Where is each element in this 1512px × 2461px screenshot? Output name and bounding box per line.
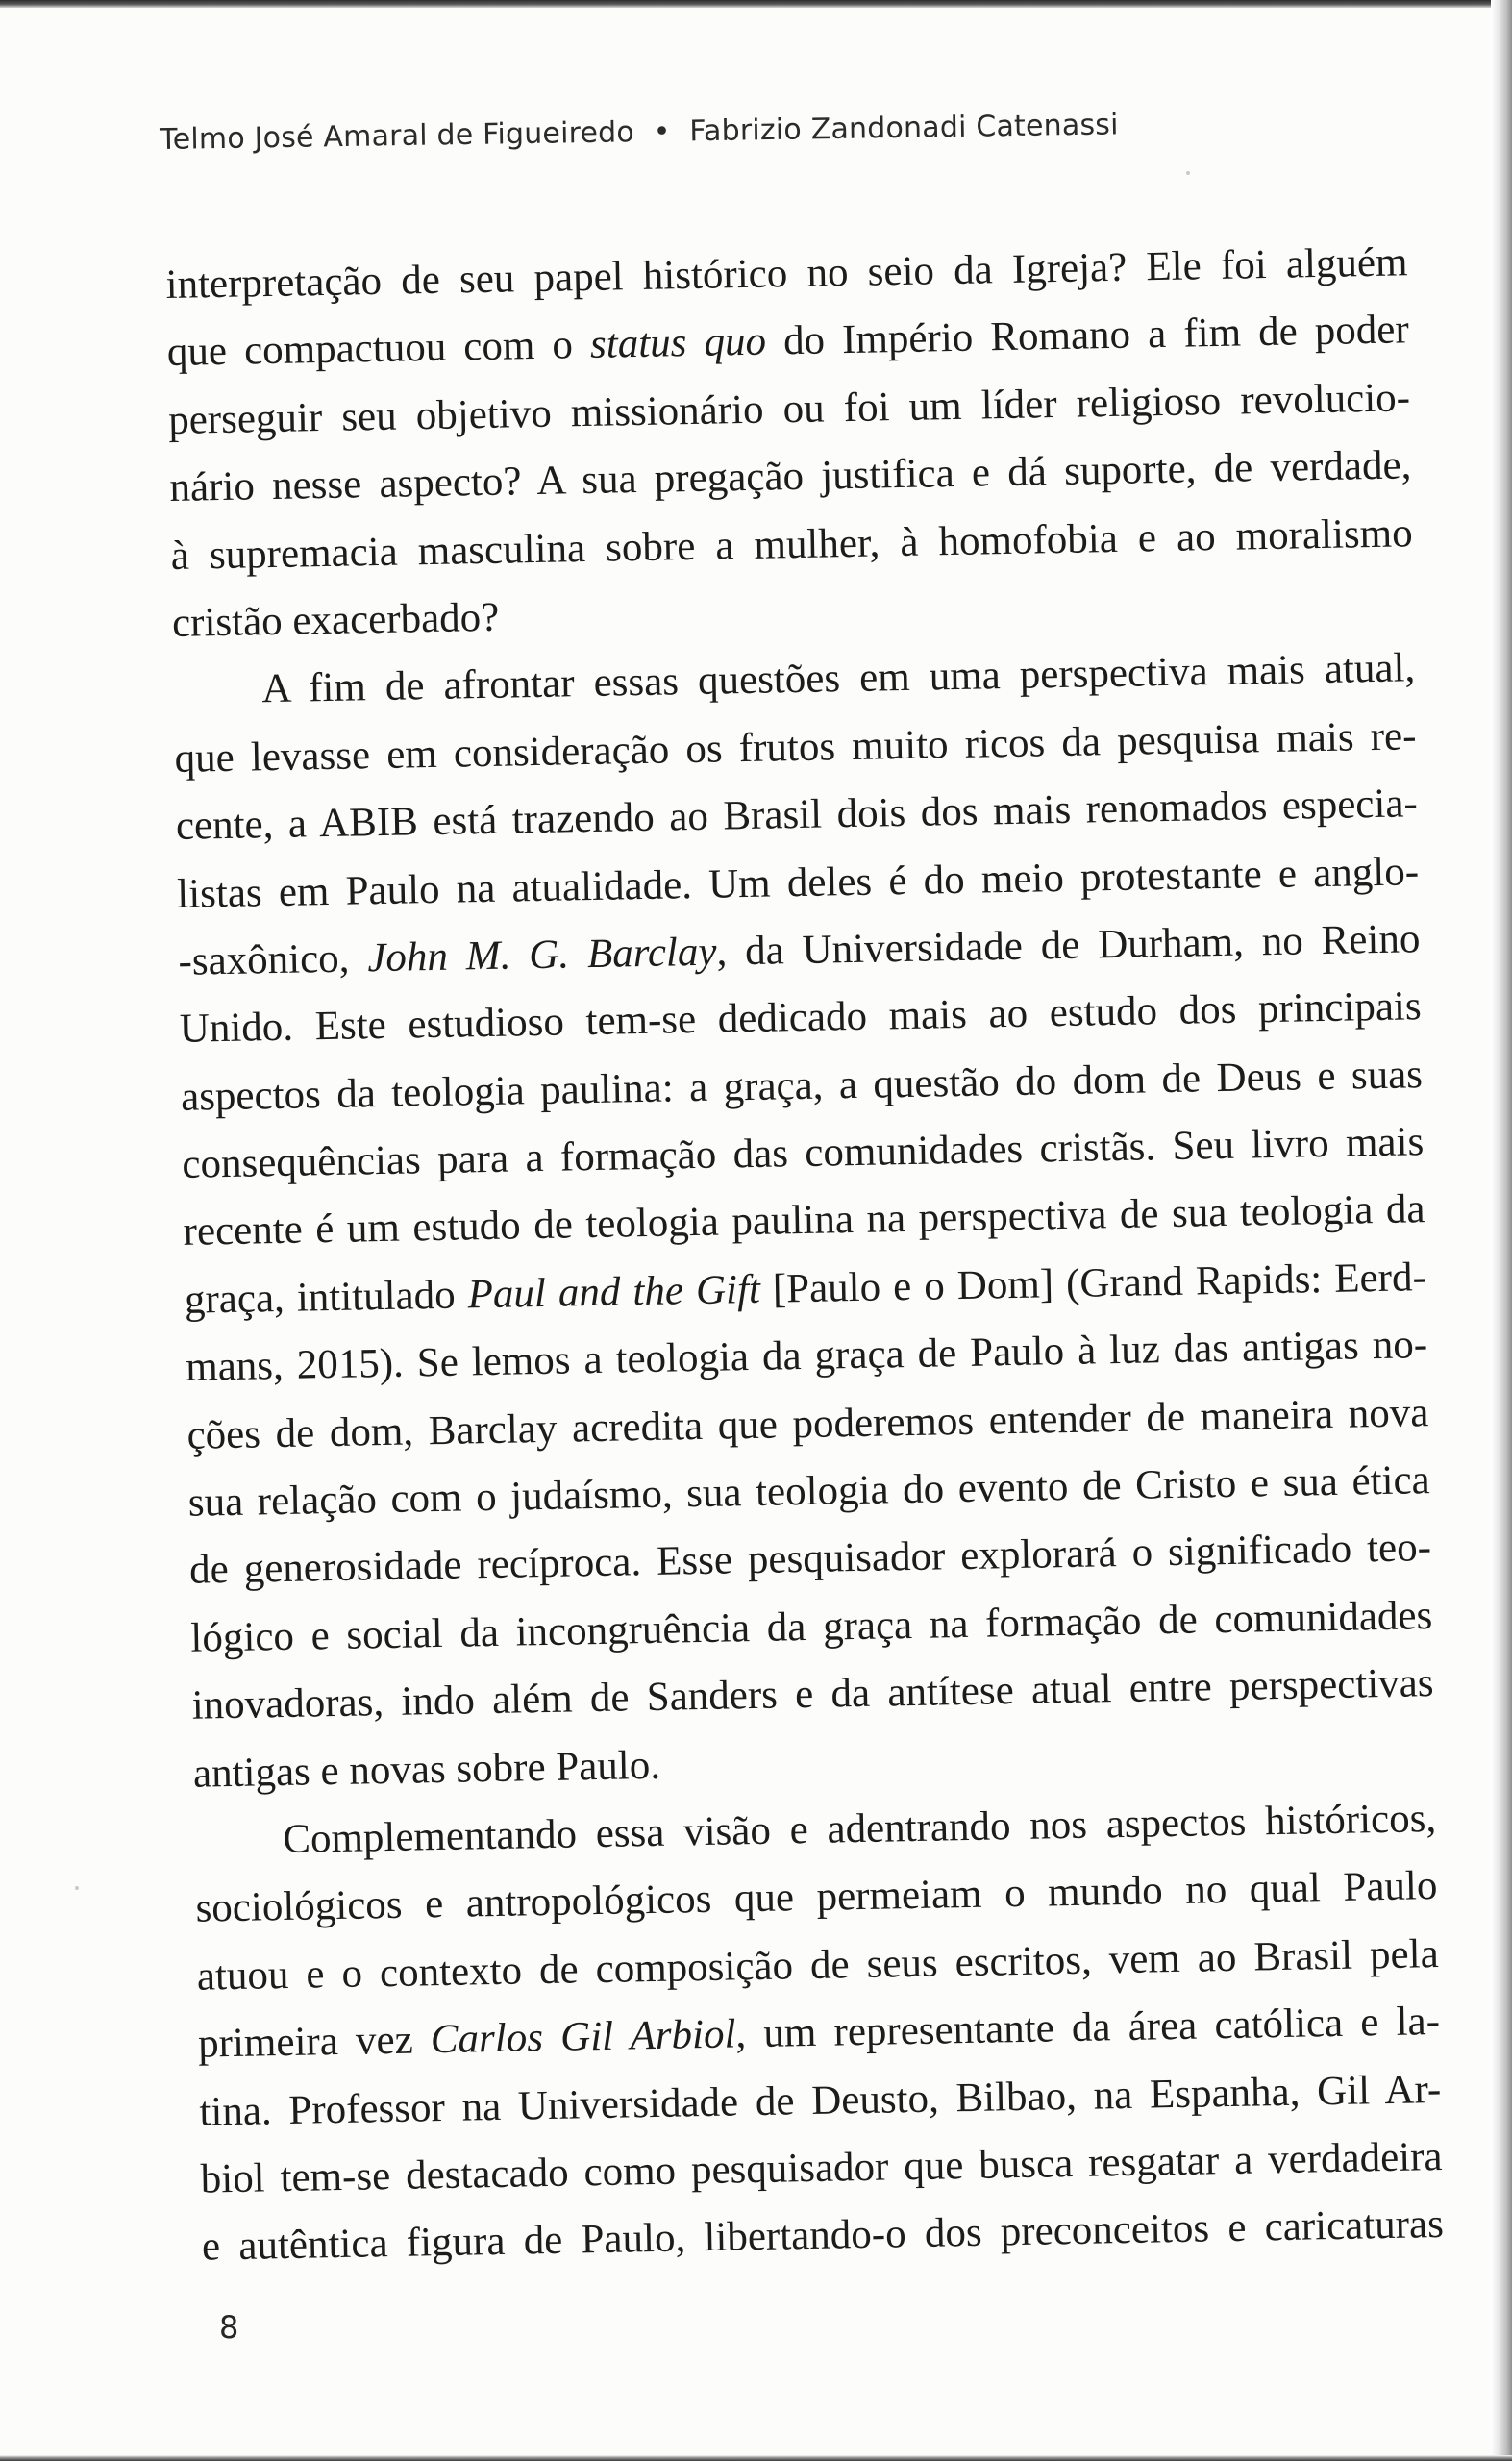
text-segment: Unido. Este estudioso tem-se dedicado mais ao estudo dos principais <box>179 983 1423 1053</box>
text-segment: à supremacia masculina sobre a mulher, à homofobia e ao moralismo <box>170 510 1414 579</box>
text-segment: inovadoras, indo além de Sanders e da antítese atual entre perspectivas <box>191 1660 1434 1728</box>
text-segment: , da Universidade de Durham, no Reino <box>716 916 1421 975</box>
text-segment: consequências para a formação das comunidades cristãs. Seu livro mais <box>181 1119 1425 1187</box>
text-segment: , um representante da área católica e la- <box>734 1999 1441 2057</box>
scan-speck <box>75 1886 79 1890</box>
scan-speck <box>1186 171 1190 175</box>
text-segment: interpretação de seu papel histórico no seio da Igreja? Ele foi alguém <box>165 239 1408 308</box>
text-segment: cristão exacerbado? <box>171 594 500 646</box>
text-segment: lógico e social da incongruência da graça na formação de comunidades <box>189 1592 1433 1661</box>
text-segment: primeira vez <box>197 2017 432 2067</box>
scan-edge-bottom <box>0 2455 1512 2461</box>
text-segment: nário nesse aspecto? A sua pregação justifica e dá suporte, de verdade, <box>169 442 1412 511</box>
text-segment: A fim de afrontar essas questões em uma perspectiva mais atual, <box>260 645 1416 712</box>
scan-edge-top <box>0 0 1512 8</box>
text-segment: mans, 2015). Se lemos a teologia da graça de Paulo à luz das antigas no- <box>185 1322 1428 1391</box>
text-segment: que compactuou com o <box>166 322 591 376</box>
page-number: 8 <box>219 2309 239 2346</box>
text-segment: Complementando essa visão e adentrando nos aspectos históricos, <box>282 1796 1437 1863</box>
text-segment: sociológicos e antropológicos que permeiam o mundo no qual Paulo <box>195 1863 1438 1932</box>
text-segment: listas em Paulo na atualidade. Um deles é do meio protestante e anglo- <box>176 848 1420 917</box>
text-segment: -saxônico, <box>178 935 368 984</box>
running-head <box>160 108 1119 157</box>
italic-text: Carlos Gil Arbiol <box>430 2011 736 2063</box>
text-segment: aspectos da teologia paulina: a graça, a questão do dom de Deus e suas <box>180 1051 1424 1120</box>
text-segment: cente, a ABIB está trazendo ao Brasil dois dos mais renomados especia- <box>175 781 1419 850</box>
scan-edge-right <box>1491 0 1512 2461</box>
running-head-author-2: Fabrizio Zandonadi Catenassi <box>689 108 1119 149</box>
text-segment: perseguir seu objetivo missionário ou foi um líder religioso revolucio- <box>167 375 1411 443</box>
text-segment: [Paulo e o Dom] (Grand Rapids: Eerd- <box>759 1255 1427 1312</box>
italic-text: John M. G. Barclay <box>366 929 717 982</box>
running-head-separator: • <box>653 114 671 149</box>
italic-text: status quo <box>589 318 767 368</box>
text-segment: de generosidade recíproca. Esse pesquisador explorará o significado teo- <box>188 1525 1432 1594</box>
text-segment: e autêntica figura de Paulo, libertando-o dos preconceitos e caricaturas <box>201 2201 1445 2270</box>
text-segment: recente é um estudo de teologia paulina na perspectiva de sua teologia da <box>183 1186 1425 1255</box>
text-segment: que levasse em consideração os frutos muito ricos da pesquisa mais re- <box>174 712 1417 782</box>
body-text <box>165 229 1444 2281</box>
text-segment: do Império Romano a fim de poder <box>765 307 1410 364</box>
italic-text: Paul and the Gift <box>467 1266 761 1318</box>
text-segment: atuou e o contexto de composição de seus escritos, vem ao Brasil pela <box>196 1930 1440 2000</box>
text-segment: ções de dom, Barclay acredita que poderemos entender de maneira nova <box>186 1389 1429 1458</box>
text-segment: graça, intitulado <box>184 1272 469 1323</box>
running-head-author-1: Telmo José Amaral de Figueiredo <box>160 115 635 157</box>
text-segment: antigas e novas sobre Paulo. <box>192 1742 661 1797</box>
text-segment: sua relação com o judaísmo, sua teologia do evento de Cristo e sua ética <box>187 1457 1431 1526</box>
text-segment: tina. Professor na Universidade de Deusto, Bilbao, na Espanha, Gil Ar- <box>199 2066 1442 2135</box>
text-segment: biol tem-se destacado como pesquisador que busca resgatar a verdadeira <box>200 2133 1443 2202</box>
